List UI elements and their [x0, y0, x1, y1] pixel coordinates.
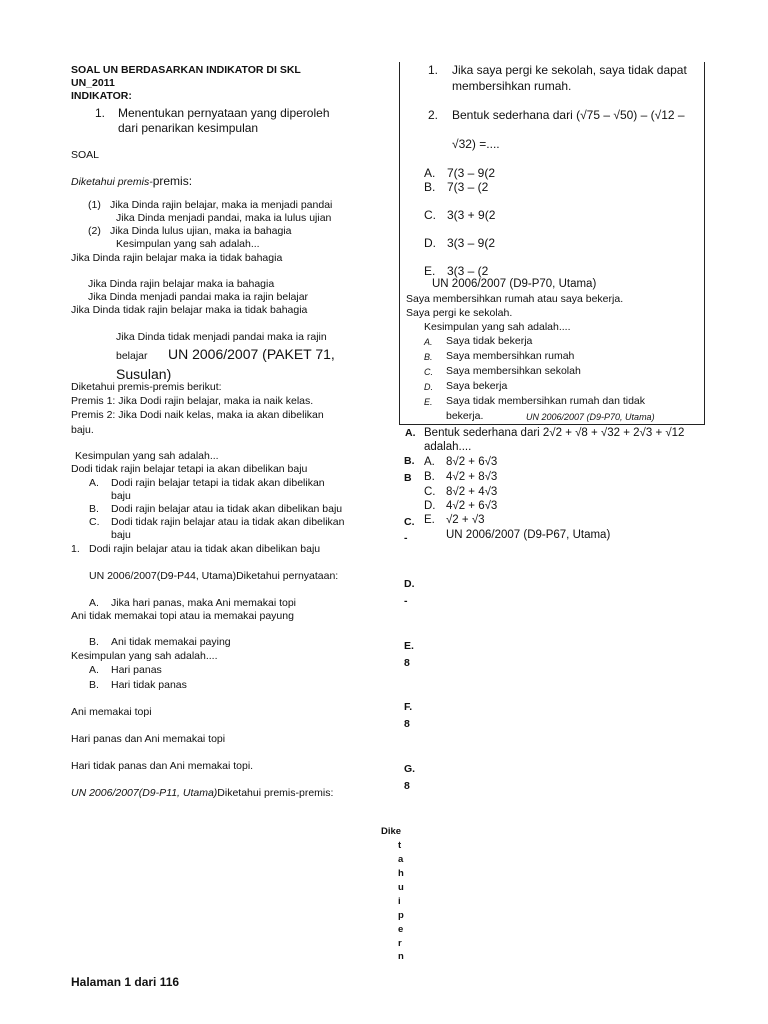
vertical-text-char: t	[398, 840, 402, 851]
answer-line: Ani memakai topi	[71, 706, 152, 718]
premise-text: Jika Dinda menjadi pandai, maka ia lulus ujian	[116, 212, 332, 224]
option-text: 7(3 – 9(2	[447, 166, 496, 180]
stray-label: -	[404, 595, 408, 607]
stray-label: B	[404, 472, 412, 484]
option-label: C.	[424, 486, 436, 498]
indikator-label: INDIKATOR:	[71, 90, 132, 102]
option-label: E.	[424, 397, 433, 407]
option-label: D.	[424, 500, 436, 512]
conclusion-prompt: Kesimpulan yang sah adalah....	[71, 650, 218, 662]
vertical-text-char: a	[398, 854, 404, 865]
doc-title: SOAL UN BERDASARKAN INDIKATOR DI SKL	[71, 64, 301, 76]
option-label: A.	[89, 477, 99, 489]
option-label: A.	[89, 597, 99, 609]
answer-line: belajar	[116, 350, 148, 362]
stray-label: G.	[404, 763, 416, 775]
question-text: membersihkan rumah.	[452, 79, 572, 93]
answer-line: Jika Dinda menjadi pandai maka ia rajin belajar	[88, 291, 309, 303]
indikator-number: 1.	[95, 106, 106, 120]
stray-label: 8	[404, 718, 410, 730]
option-label: A.	[424, 337, 433, 347]
option-label: A.	[424, 456, 435, 468]
option-label: C.	[89, 516, 100, 528]
answer-line: Jika Dinda tidak menjadi pandai maka ia rajin	[116, 331, 327, 343]
stray-label: -	[404, 532, 408, 544]
option-label: E.	[424, 514, 435, 526]
source-reference	[71, 787, 333, 800]
source-reference: UN 2006/2007 (D9-P70, Utama)	[432, 278, 597, 290]
option-text: 3(3 – (2	[447, 264, 489, 278]
page-footer: Halaman 1 dari 116	[71, 975, 180, 989]
option-text: Saya tidak bekerja	[446, 335, 533, 347]
answer-line: Jika Dinda rajin belajar maka ia tidak bahagia	[71, 252, 283, 264]
option-text: 4√2 + 6√3	[446, 500, 498, 512]
option-text: 4√2 + 8√3	[446, 471, 498, 483]
option-text: √2 + √3	[446, 514, 485, 526]
option-label: B.	[424, 471, 435, 483]
option-text: Ani tidak memakai paying	[111, 636, 231, 648]
question-text: Bentuk sederhana dari 2√2 + √8 + √32 + 2√3 + √12	[424, 427, 685, 439]
question-number: 2.	[428, 108, 439, 122]
option-text: baju	[111, 529, 131, 541]
vertical-text-char: i	[398, 896, 401, 907]
option-text: baju	[111, 490, 131, 502]
question-intro: Diketahui premis-premis berikut:	[71, 381, 222, 393]
option-label: B.	[89, 503, 99, 515]
premise-text: Premis 2: Jika Dodi naik kelas, maka ia akan dibelikan	[71, 409, 324, 421]
vertical-text-char: n	[398, 951, 404, 962]
option-label: C.	[424, 367, 433, 377]
source-reference: Susulan)	[116, 366, 172, 382]
source-reference: UN 2006/2007(D9-P44, Utama)Diketahui pernyataan:	[89, 570, 339, 582]
option-text: Hari panas	[111, 664, 162, 676]
option-text: Jika hari panas, maka Ani memakai topi	[111, 597, 297, 609]
vertical-text-char: p	[398, 910, 404, 921]
premise-text: baju.	[71, 424, 94, 436]
option-text: Saya membersihkan sekolah	[446, 365, 581, 377]
question-intro	[71, 174, 192, 189]
premise-text: Ani tidak memakai topi atau ia memakai payung	[71, 610, 294, 622]
answer-line: Hari panas dan Ani memakai topi	[71, 733, 226, 745]
premise-text: Jika Dinda rajin belajar, maka ia menjadi pandai	[110, 199, 333, 211]
stray-label: D.	[404, 578, 415, 590]
stray-label: F.	[404, 701, 413, 713]
option-label: B.	[424, 180, 436, 194]
option-text: Dodi rajin belajar atau ia tidak akan dibelikan baju	[111, 503, 343, 515]
vertical-text-char: u	[398, 882, 404, 893]
question-intro-prefix: Diketahui premis-	[71, 176, 153, 188]
option-label: C.	[424, 208, 436, 222]
option-label: B.	[89, 636, 99, 648]
option-label: D.	[424, 382, 433, 392]
conclusion-prompt: Kesimpulan yang sah adalah...	[116, 238, 260, 250]
option-text: 3(3 + 9(2	[447, 208, 496, 222]
option-label: E.	[424, 264, 436, 278]
option-text: Dodi rajin belajar atau ia tidak akan dibelikan baju	[89, 543, 321, 555]
option-label: B.	[89, 679, 99, 691]
option-text: Saya tidak membersihkan rumah dan tidak	[446, 395, 646, 407]
option-text: Saya membersihkan rumah	[446, 350, 575, 362]
conclusion-prompt: Kesimpulan yang sah adalah...	[75, 450, 219, 462]
option-text: 7(3 – (2	[447, 180, 489, 194]
option-text: Dodi tidak rajin belajar atau ia tidak akan dibelikan	[111, 516, 345, 528]
premise-text: Saya pergi ke sekolah.	[406, 307, 513, 319]
question-text: adalah....	[424, 441, 472, 453]
vertical-text-char: e	[398, 924, 404, 935]
stray-label: C.	[404, 516, 415, 528]
vertical-text-char: h	[398, 868, 404, 879]
option-label: A.	[89, 664, 99, 676]
answer-line: Jika Dinda rajin belajar maka ia bahagia	[88, 278, 275, 290]
option-label: A.	[405, 427, 416, 439]
question-number: 1.	[428, 63, 439, 77]
indikator-text-2: dari penarikan kesimpulan	[118, 121, 259, 135]
question-intro-big: premis:	[152, 174, 193, 188]
answer-line: Jika Dinda tidak rajin belajar maka ia tidak bahagia	[71, 304, 308, 316]
stray-label: E.	[404, 640, 414, 652]
question-text: Bentuk sederhana dari (√75 – √50) – (√12 –	[452, 108, 685, 122]
answer-line: Dodi tidak rajin belajar tetapi ia akan dibelikan baju	[71, 463, 308, 475]
option-text: Dodi rajin belajar tetapi ia tidak akan dibelikan	[111, 477, 325, 489]
stray-label: B.	[404, 455, 415, 467]
soal-heading: SOAL	[71, 149, 100, 161]
premise-text: Jika Dinda lulus ujian, maka ia bahagia	[110, 225, 292, 237]
answer-line: Hari tidak panas dan Ani memakai topi.	[71, 760, 254, 772]
option-text: 8√2 + 6√3	[446, 456, 498, 468]
option-label: A.	[424, 166, 436, 180]
question-text: √32) =....	[452, 137, 500, 151]
premise-number: (1)	[88, 199, 101, 211]
conclusion-prompt: Kesimpulan yang sah adalah....	[424, 321, 571, 333]
option-text: 8√2 + 4√3	[446, 486, 498, 498]
premise-number: (2)	[88, 225, 101, 237]
source-reference: UN 2006/2007 (D9-P70, Utama)	[526, 412, 655, 422]
option-text: bekerja.	[446, 410, 484, 422]
option-text: 3(3 – 9(2	[447, 236, 496, 250]
option-text: Hari tidak panas	[111, 679, 187, 691]
source-reference-tail: Diketahui premis-premis:	[217, 787, 334, 799]
premise-text: Premis 1: Jika Dodi rajin belajar, maka ia naik kelas.	[71, 395, 314, 407]
source-reference-italic: UN 2006/2007(D9-P11, Utama)	[71, 787, 218, 799]
source-reference: UN 2006/2007 (D9-P67, Utama)	[446, 529, 611, 541]
indikator-text: Menentukan pernyataan yang diperoleh	[118, 106, 330, 120]
option-text: Saya bekerja	[446, 380, 508, 392]
source-reference: UN 2006/2007 (PAKET 71,	[168, 346, 335, 362]
option-label: B.	[424, 352, 433, 362]
vertical-text-head: Dike	[381, 826, 402, 837]
premise-text: Saya membersihkan rumah atau saya bekerja.	[406, 293, 624, 305]
exam-code: UN_2011	[71, 77, 115, 89]
stray-label: 8	[404, 780, 410, 792]
vertical-text-char: r	[398, 938, 402, 949]
question-text: Jika saya pergi ke sekolah, saya tidak dapat	[452, 63, 687, 77]
option-label: 1.	[71, 543, 80, 555]
option-label: D.	[424, 236, 436, 250]
stray-label: 8	[404, 657, 410, 669]
